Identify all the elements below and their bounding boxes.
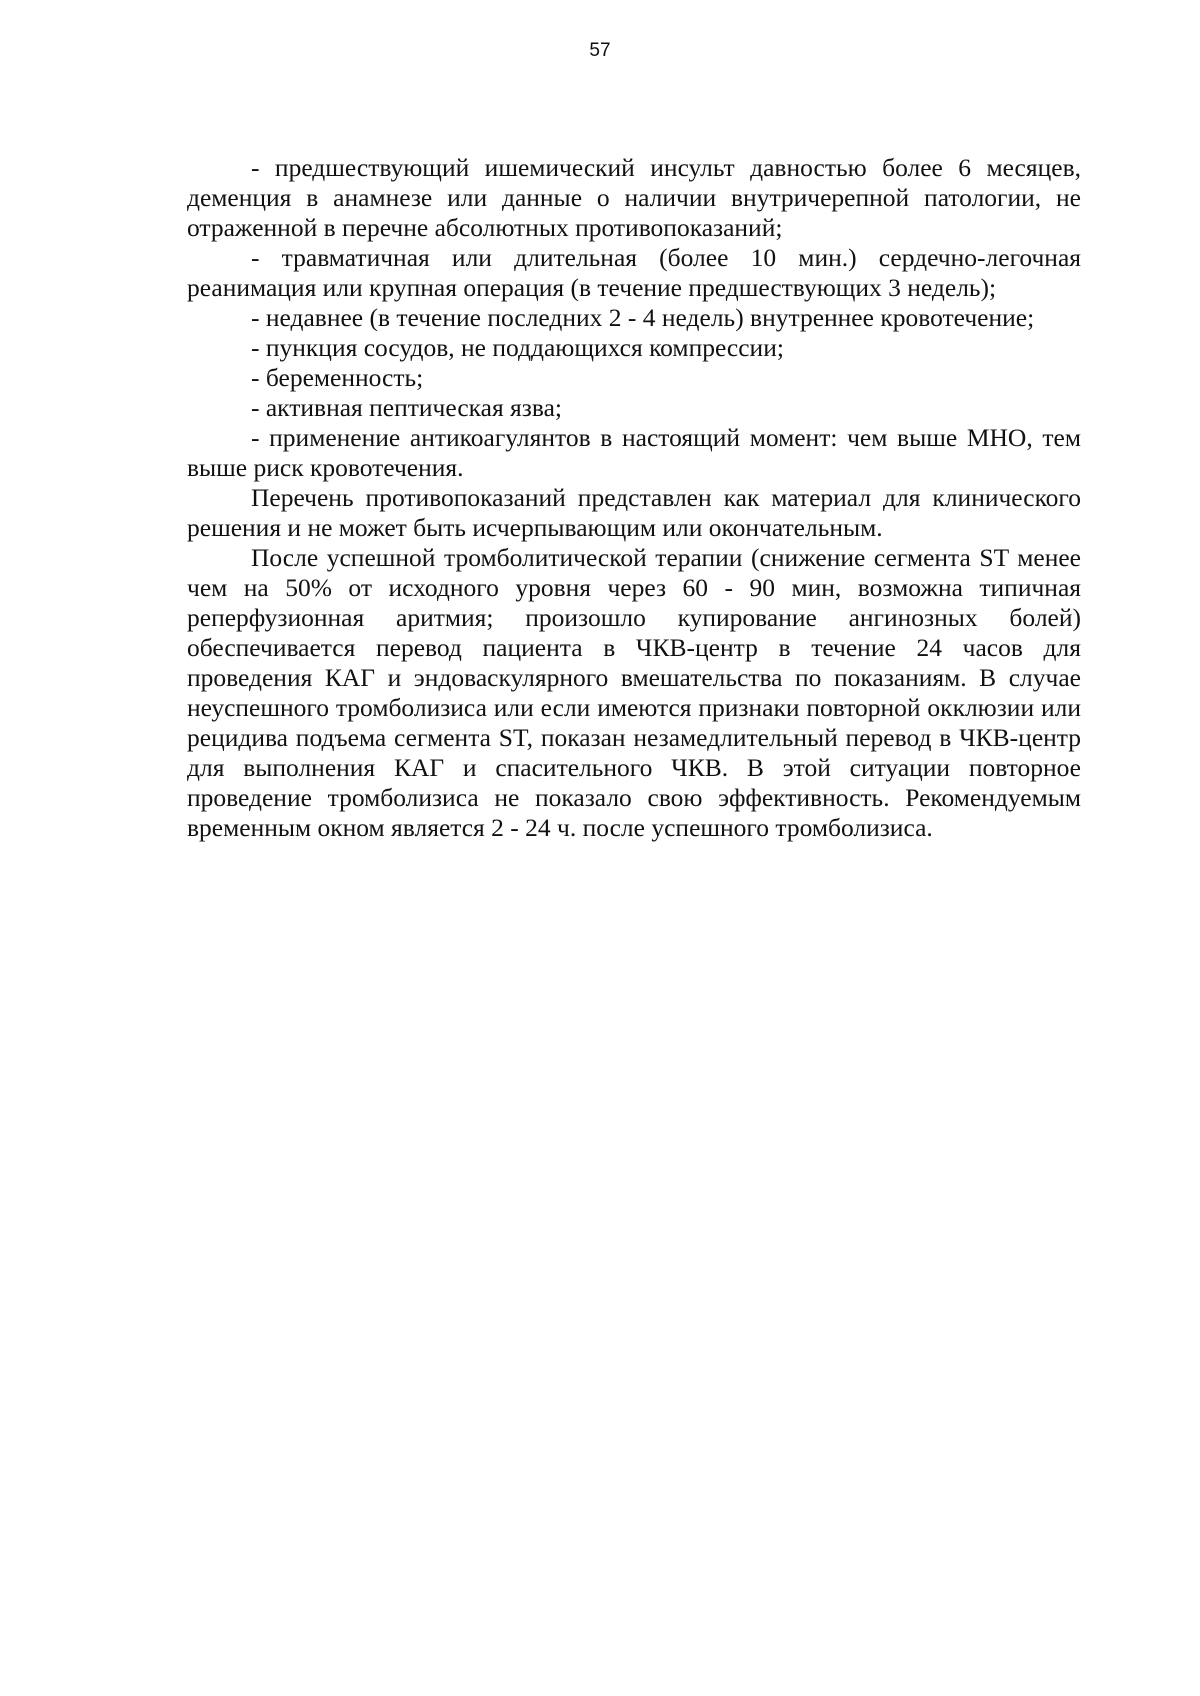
document-body	[187, 153, 1081, 843]
paragraph-post-thrombolysis: После успешной тромболитической терапии (снижение сегмента ST менее чем на 50% от исходного уровня через 60 - 90 мин, возможна типичная реперфузионная аритмия; произошло купирование ангинозных болей) обеспечивается перевод пациента в ЧКВ-центр в течение 24 часов для проведения КАГ и эндоваскулярного вмешательства по показаниям. В случае неуспешного тромболизиса или если имеются признаки повторной окклюзии или рецидива подъема сегмента ST, показан незамедлительный перевод в ЧКВ-центр для выполнения КАГ и спасительного ЧКВ. В этой ситуации повторное проведение тромболизиса не показало свою эффективность. Рекомендуемым временным окном является 2 - 24 ч. после успешного тромболизиса.	[187, 543, 1081, 842]
paragraph-contraindications-note: Перечень противопоказаний представлен как материал для клинического решения и не может быть исчерпывающим или окончательным.	[187, 483, 1081, 542]
page-number: 57	[589, 40, 611, 61]
contraindication-item-bleeding: - недавнее (в течение последних 2 - 4 недель) внутреннее кровотечение;	[251, 303, 1035, 332]
contraindication-item-anticoagulants: - применение антикоагулянтов в настоящий момент: чем выше МНО, тем выше риск кровотечения.	[187, 423, 1081, 482]
contraindication-item-stroke: - предшествующий ишемический инсульт давностью более 6 месяцев, деменция в анамнезе или данные о наличии внутричерепной патологии, не отраженной в перечне абсолютных противопоказаний;	[187, 153, 1081, 242]
contraindication-item-ulcer: - активная пептическая язва;	[251, 393, 562, 422]
contraindication-item-puncture: - пункция сосудов, не поддающихся компрессии;	[251, 333, 784, 362]
contraindication-item-pregnancy: - беременность;	[251, 363, 424, 392]
contraindication-item-resuscitation: - травматичная или длительная (более 10 мин.) сердечно-легочная реанимация или крупная операция (в течение предшествующих 3 недель);	[187, 243, 1081, 302]
